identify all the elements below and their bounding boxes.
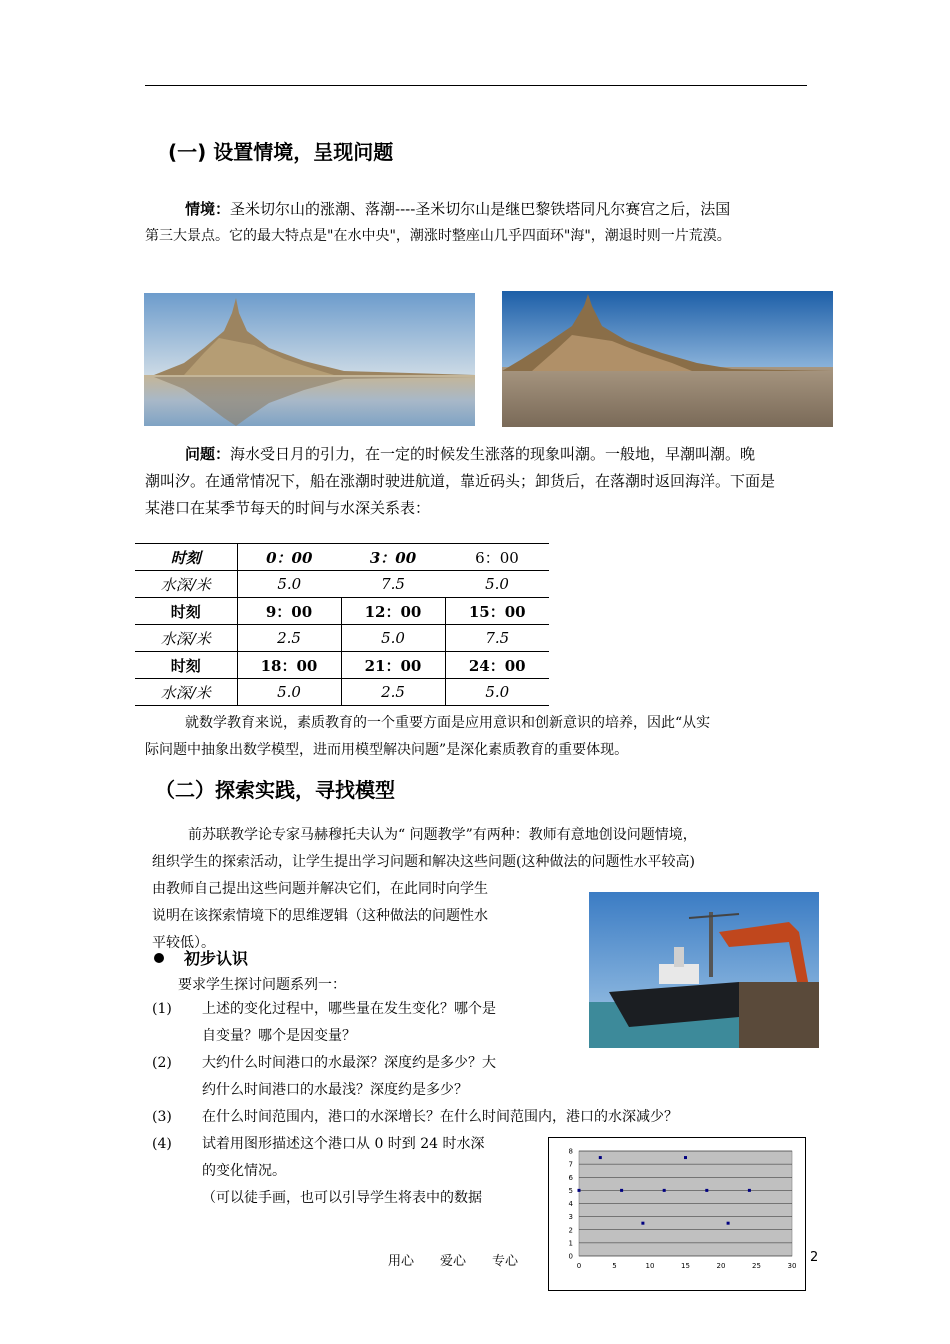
question-text-3: 某港口在某季节每天的时间与水深关系表： [145, 499, 431, 517]
photo-low-tide [502, 291, 833, 427]
context-text-1: 圣米切尔山的涨潮、落潮----圣米切尔山是继巴黎铁塔同凡尔赛宫之后，法国 [230, 200, 731, 218]
page-number: 2 [810, 1250, 819, 1265]
list-item: (2) 大约什么时间港口的水最深？深度约是多少？大 [152, 1055, 496, 1071]
table-cell: 5.0 [237, 679, 341, 706]
data-point [727, 1222, 730, 1225]
table-cell: 24：00 [468, 656, 526, 675]
table-cell: 2.5 [341, 679, 445, 706]
question-text-1: 海水受日月的引力，在一定的时候发生涨落的现象叫潮。一般地，早潮叫潮。晚 [230, 445, 756, 463]
bullet-icon [154, 953, 164, 963]
data-point [599, 1156, 602, 1159]
table-cell: 7.5 [381, 575, 405, 593]
y-tick-label: 4 [568, 1200, 573, 1208]
table-cell: 15：00 [468, 602, 526, 621]
list-item-continuation: 的变化情况。 [202, 1163, 286, 1179]
list-item-continuation: 约什么时间港口的水最浅？深度约是多少？ [202, 1082, 468, 1098]
table-cell: 6：00 [475, 548, 519, 567]
questions-intro: 要求学生探讨问题系列一： [178, 977, 346, 993]
list-item: (3) 在什么时间范围内，港口的水深增长？在什么时间范围内，港口的水深减少？ [152, 1109, 678, 1125]
context-text-2: 第三大景点。它的最大特点是"在水中央"，潮涨时整座山几乎四面环"海"，潮退时则一片荒漠。 [145, 228, 731, 244]
table-cell: 3：00 [369, 548, 417, 567]
data-point [705, 1189, 708, 1192]
question-text-2: 潮叫汐。在通常情况下，船在涨潮时驶进航道，靠近码头；卸货后，在落潮时返回海洋。下面是 [145, 472, 776, 490]
context-paragraph [145, 196, 815, 250]
data-point [748, 1189, 751, 1192]
y-tick-label: 7 [568, 1160, 573, 1169]
y-tick-label: 1 [568, 1239, 573, 1248]
table-cell: 5.0 [277, 575, 302, 593]
context-label: 情境： [185, 200, 231, 218]
table-row [135, 544, 549, 571]
table-cell: 7.5 [485, 629, 510, 647]
list-item-continuation: 自变量？哪个是因变量？ [202, 1028, 356, 1044]
data-point [684, 1156, 687, 1159]
x-tick-label: 30 [787, 1262, 797, 1270]
y-tick-label: 6 [568, 1173, 573, 1182]
table-cell: 21：00 [341, 652, 445, 679]
x-tick-label: 25 [752, 1262, 761, 1270]
x-tick-label: 5 [612, 1262, 617, 1270]
table-cell: 时刻 [135, 598, 237, 625]
theory-line-1: 前苏联教学论专家马赫穆托夫认为“ 问题教学”有两种：教师有意地创设问题情境， [188, 827, 697, 843]
table-cell: 18：00 [237, 652, 341, 679]
table-row [135, 679, 549, 706]
photo-high-tide [144, 293, 475, 426]
list-item: (1) 上述的变化过程中，哪些量在发生变化？哪个是 [152, 1001, 496, 1017]
section-2-title: （二）探索实践，寻找模型 [155, 778, 395, 802]
theory-line-2: 组织学生的探索活动，让学生提出学习问题和解决这些问题(这种做法的问题性水平较高) [152, 854, 695, 870]
table-row [135, 598, 549, 625]
header-rule [145, 85, 807, 86]
question-label: 问题： [185, 445, 231, 463]
section-1-title: (一) 设置情境，呈现问题 [168, 140, 394, 164]
x-tick-label: 10 [645, 1262, 655, 1270]
question-paragraph [145, 441, 815, 522]
list-item: (4) 试着用图形描述这个港口从 0 时到 24 时水深 [152, 1136, 485, 1152]
x-tick-label: 15 [681, 1262, 690, 1270]
table-row [135, 625, 549, 652]
table-cell: 0：00 [266, 548, 313, 567]
theory-line-3: 由教师自己提出这些问题并解决它们，在此同时向学生 [152, 881, 488, 897]
y-tick-label: 5 [568, 1186, 573, 1195]
table-cell: 时刻 [135, 652, 237, 679]
data-point [663, 1189, 666, 1192]
footer-text: 用心 爱心 专心 [388, 1254, 519, 1269]
data-point [578, 1189, 581, 1192]
theory-line-4: 说明在该探索情境下的思维逻辑（这种做法的问题性水 [152, 908, 488, 924]
table-cell: 5.0 [341, 625, 445, 652]
table-cell: 9：00 [237, 598, 341, 625]
tide-table [135, 543, 549, 706]
x-tick-label: 20 [716, 1262, 726, 1270]
table-cell: 2.5 [237, 625, 341, 652]
education-line-2: 际问题中抽象出数学模型，进而用模型解决问题”是深化素质教育的重要体现。 [145, 742, 629, 758]
table-cell: 时刻 [135, 544, 237, 571]
table-cell: 水深/米 [135, 679, 237, 706]
education-line-1: 就数学教育来说，素质教育的一个重要方面是应用意识和创新意识的培养，因此“从实 [185, 715, 711, 731]
table-cell: 水深/米 [135, 625, 237, 652]
theory-line-5: 平较低）。 [152, 935, 215, 951]
y-tick-label: 3 [568, 1213, 573, 1222]
data-point [641, 1222, 644, 1225]
y-tick-label: 8 [568, 1147, 573, 1156]
y-tick-label: 0 [568, 1252, 573, 1261]
table-row [135, 571, 549, 598]
bullet-title: 初步认识 [184, 949, 249, 968]
table-cell: 12：00 [341, 598, 445, 625]
table-cell: 5.0 [485, 683, 510, 701]
chart-svg [549, 1138, 805, 1290]
table-cell: 水深/米 [135, 571, 237, 598]
education-paragraph [145, 710, 815, 764]
data-point [620, 1189, 623, 1192]
tide-scatter-chart [548, 1137, 806, 1291]
list-item-continuation: （可以徒手画，也可以引导学生将表中的数据 [202, 1190, 482, 1206]
x-tick-label: 0 [576, 1262, 582, 1270]
table-cell: 5.0 [485, 575, 509, 593]
table-row [135, 652, 549, 679]
y-tick-label: 2 [568, 1226, 573, 1235]
